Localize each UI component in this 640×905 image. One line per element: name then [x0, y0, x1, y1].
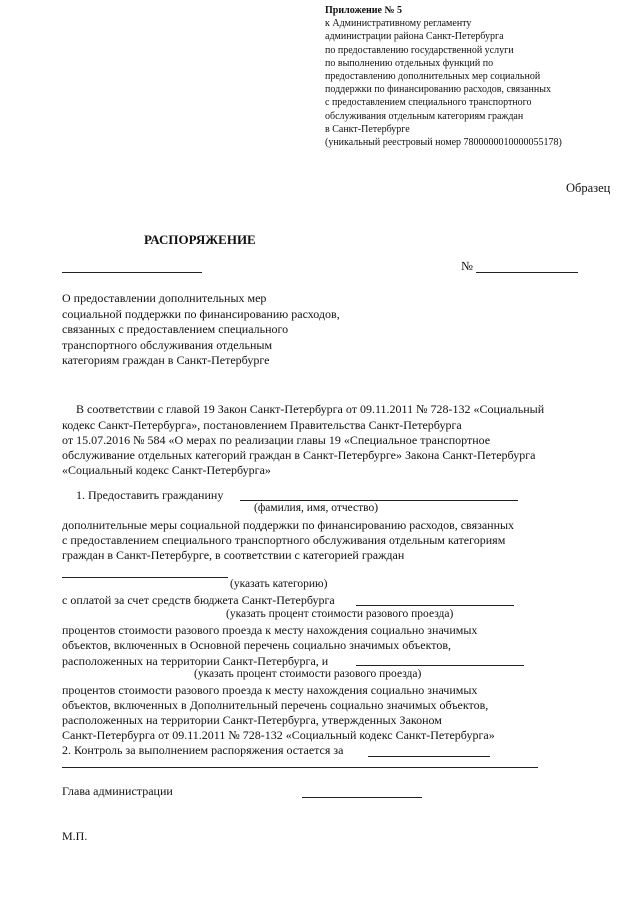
preamble-line: обслуживание отдельных категорий граждан в Санкт-Петербурге» Закона Санкт-Петербурга: [62, 448, 536, 462]
block-b-line: расположенных на территории Санкт-Петербурга, утвержденных Законом: [62, 713, 442, 727]
fio-field[interactable]: [240, 500, 518, 501]
responsible-field[interactable]: [368, 756, 490, 757]
subject-line: транспортного обслуживания отдельным: [62, 337, 273, 352]
block-b-line: процентов стоимости разового проезда к месту нахождения социально значимых: [62, 683, 478, 697]
item2-text: 2. Контроль за выполнением распоряжения остается за: [62, 743, 344, 757]
subject-line: категориям граждан в Санкт-Петербурге: [62, 353, 270, 367]
subject-line: связанных с предоставлением специального: [62, 322, 289, 336]
number-label: №: [461, 259, 473, 273]
item1-line: с предоставлением специального транспортного обслуживания отдельным категориям: [62, 533, 506, 547]
annex-line: поддержки по финансированию расходов, связанных: [325, 84, 551, 96]
annex-line: к Административному регламенту: [325, 18, 472, 30]
date-field[interactable]: [62, 272, 202, 273]
item1-lead: 1. Предоставить гражданину: [76, 488, 224, 502]
block-b-line: объектов, включенных в Дополнительный перечень социально значимых объектов,: [62, 698, 489, 712]
subject-block: [62, 291, 340, 369]
block-a: [62, 623, 477, 669]
preamble-line: от 15.07.2016 № 584 «О мерах по реализации главы 19 «Специальное транспортное: [62, 433, 491, 447]
annex-line: по выполнению отдельных функций по: [325, 57, 494, 69]
annex-block: [325, 4, 562, 149]
percent-hint-1: (указать процент стоимости разового проезда): [226, 608, 454, 620]
annex-line: по предоставлению государственной услуги: [325, 44, 514, 56]
annex-line: администрации района Санкт-Петербурга: [325, 31, 504, 43]
preamble-line: кодекс Санкт-Петербурга», постановлением Правительства Санкт-Петербурга: [62, 418, 462, 432]
block-b-line: Санкт-Петербурга от 09.11.2011 № 728-132 «Социальный кодекс Санкт-Петербурга»: [62, 728, 495, 742]
block-a-line: расположенных на территории Санкт-Петербурга, и: [62, 653, 329, 668]
percent-field-2[interactable]: [356, 665, 524, 666]
item1-line: граждан в Санкт-Петербурге, в соответствии с категорией граждан: [62, 548, 405, 562]
category-hint: (указать категорию): [230, 578, 328, 590]
percent-hint-2: (указать процент стоимости разового проезда): [194, 668, 422, 680]
payment-text: с оплатой за счет средств бюджета Санкт-Петербурга: [62, 593, 335, 607]
block-a-line: объектов, включенных в Основной перечень социально значимых объектов,: [62, 638, 452, 653]
head-signature-label: Глава администрации: [62, 784, 173, 798]
percent-field-1[interactable]: [356, 605, 514, 606]
annex-line: в Санкт-Петербурге: [325, 123, 410, 135]
annex-heading: Приложение № 5: [325, 5, 403, 16]
subject-line: О предоставлении дополнительных мер: [62, 291, 267, 305]
preamble-line: В соответствии с главой 19 Закон Санкт-Петербурга от 09.11.2011 № 728-132 «Социальный: [76, 402, 545, 416]
sample-label: Образец: [566, 181, 611, 195]
signature-field[interactable]: [302, 797, 422, 798]
annex-line: обслуживания отдельным категориям граждан: [325, 110, 524, 122]
document-title: РАСПОРЯЖЕНИЕ: [144, 232, 256, 247]
annex-line: с предоставлением специального транспортного: [325, 97, 532, 109]
seal-label: М.П.: [62, 829, 88, 843]
number-field[interactable]: [476, 272, 578, 273]
responsible-field-continuation[interactable]: [62, 767, 538, 768]
fio-hint: (фамилия, имя, отчество): [254, 502, 379, 514]
preamble-line: «Социальный кодекс Санкт-Петербурга»: [62, 463, 271, 477]
annex-line: предоставлению дополнительных мер социальной: [325, 71, 541, 83]
subject-line: социальной поддержки по финансированию расходов,: [62, 306, 340, 321]
category-field[interactable]: [62, 577, 228, 578]
item1-line: дополнительные меры социальной поддержки по финансированию расходов, связанных: [62, 518, 515, 532]
annex-line: (уникальный реестровый номер 7800000010000055178): [325, 137, 562, 149]
block-a-line: процентов стоимости разового проезда к месту нахождения социально значимых: [62, 623, 478, 637]
